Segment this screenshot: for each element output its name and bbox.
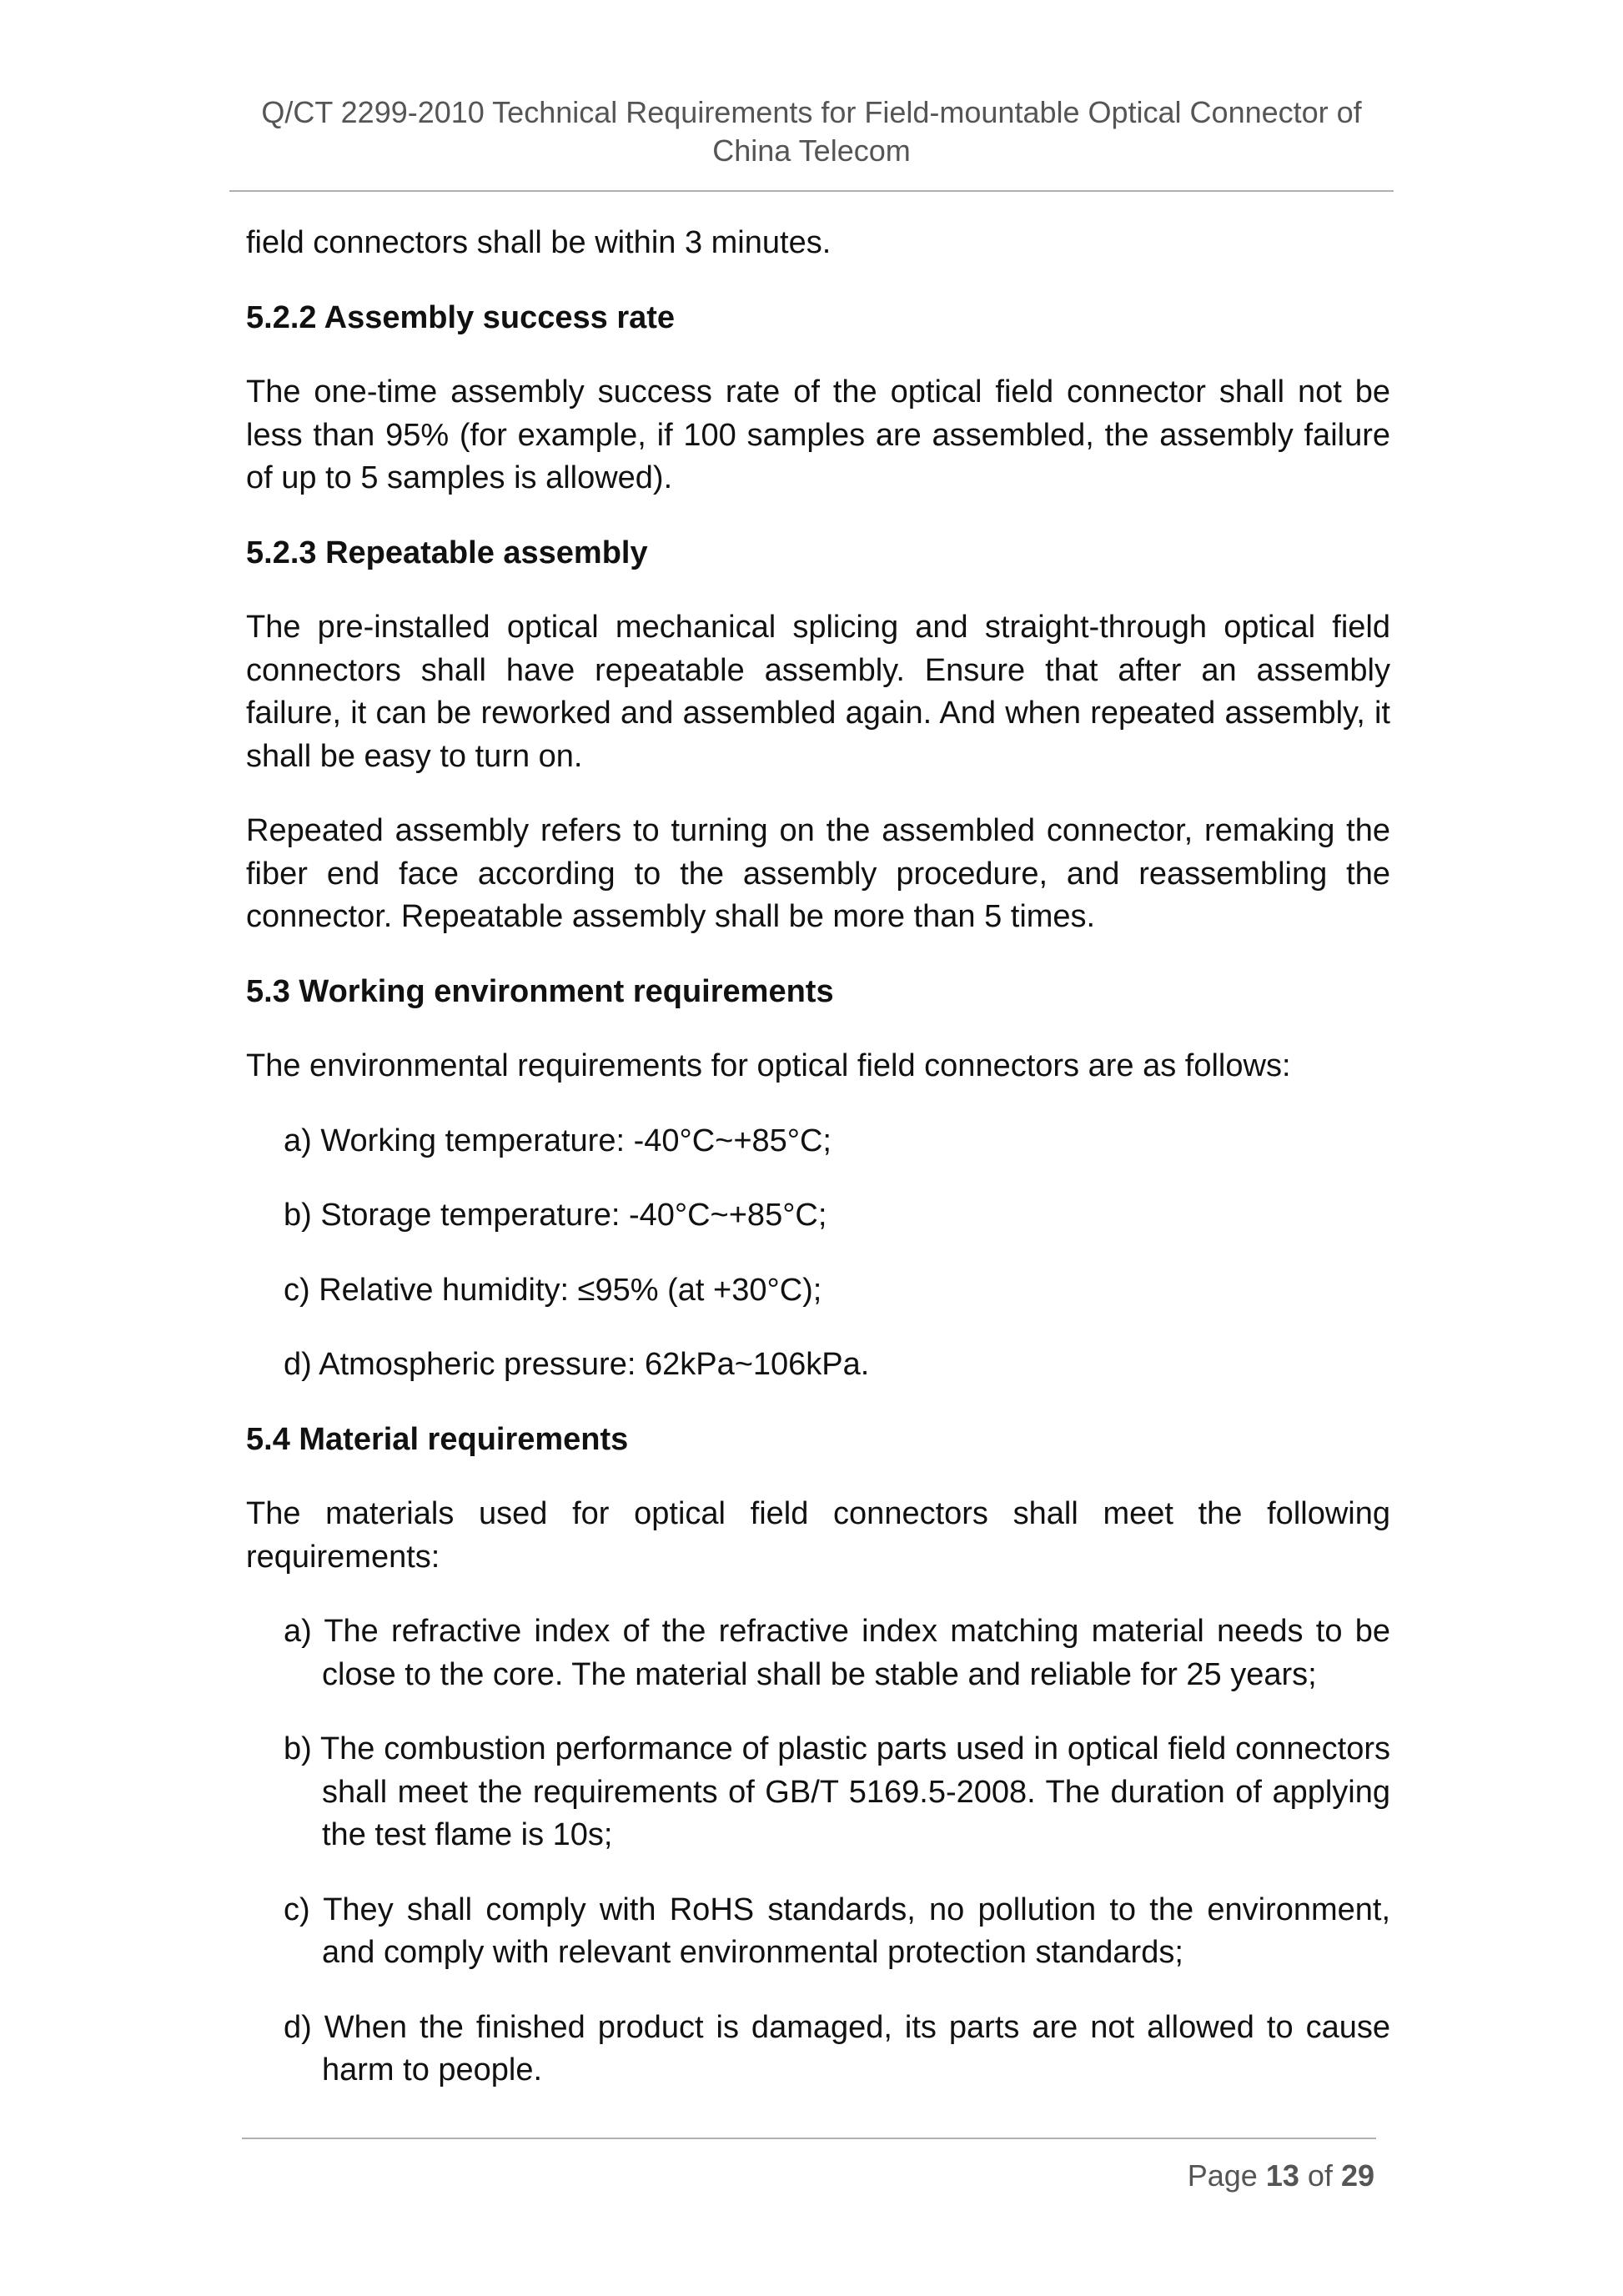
material-requirements-list (246, 1610, 1390, 2093)
list-item: a) The refractive index of the refractive index matching material needs to be close to the core. The material shall be stable and reliable for 25 years; (284, 1614, 1390, 1692)
footer-divider (242, 2138, 1376, 2139)
header-title-line-2: China Telecom (712, 133, 911, 168)
section-5-2-2-paragraph: The one-time assembly success rate of the optical field connector shall not be less than 95% (for example, if 100 samples are assembled, the assembly failure of up to 5 samples is allowed). (246, 374, 1390, 495)
list-item: a) Working temperature: -40°C~+85°C; (284, 1123, 832, 1158)
page-header (229, 93, 1394, 170)
list-item: c) Relative humidity: ≤95% (at +30°C); (284, 1272, 822, 1308)
environment-requirements-list (246, 1120, 1390, 1387)
page-number (1188, 2157, 1374, 2195)
list-item: c) They shall comply with RoHS standards, no pollution to the environment, and comply with relevant environmental protection standards; (284, 1892, 1390, 1970)
list-item: d) When the finished product is damaged, its parts are not allowed to cause harm to people. (284, 2009, 1390, 2088)
list-item: b) Storage temperature: -40°C~+85°C; (284, 1198, 827, 1233)
current-page-number: 13 (1265, 2158, 1299, 2193)
document-body (246, 222, 1390, 2124)
section-5-2-3-paragraph-2: Repeated assembly refers to turning on the assembled connector, remaking the fiber end face according to the assembly procedure, and reassembling the connector. Repeatable assembly shall be more than 5 times. (246, 813, 1390, 934)
section-5-2-3-paragraph-1: The pre-installed optical mechanical splicing and straight-through optical field connectors shall have repeatable assembly. Ensure that after an assembly failure, it can be reworked and assembled again. And when repeated assembly, it shall be easy to turn on. (246, 610, 1390, 774)
of-label: of (1307, 2158, 1333, 2193)
section-heading-5-2-3: 5.2.3 Repeatable assembly (246, 535, 648, 570)
list-item: d) Atmospheric pressure: 62kPa~106kPa. (284, 1347, 870, 1382)
page-label: Page (1187, 2158, 1258, 2193)
header-divider (229, 190, 1394, 192)
total-pages-number: 29 (1340, 2158, 1374, 2193)
section-heading-5-2-2: 5.2.2 Assembly success rate (246, 299, 676, 335)
section-heading-5-4: 5.4 Material requirements (246, 1421, 629, 1457)
section-heading-5-3: 5.3 Working environment requirements (246, 973, 834, 1009)
list-item: b) The combustion performance of plastic parts used in optical field connectors shall meet the requirements of GB/T 5169.5-2008. The duration of applying the test flame is 10s; (284, 1731, 1390, 1852)
section-5-3-intro: The environmental requirements for optical field connectors are as follows: (246, 1048, 1291, 1083)
continuation-paragraph: field connectors shall be within 3 minutes. (246, 225, 832, 260)
header-title-line-1: Q/CT 2299-2010 Technical Requirements for Field-mountable Optical Connector of (261, 95, 1362, 129)
section-5-4-intro: The materials used for optical field connectors shall meet the following requirements: (246, 1496, 1390, 1575)
